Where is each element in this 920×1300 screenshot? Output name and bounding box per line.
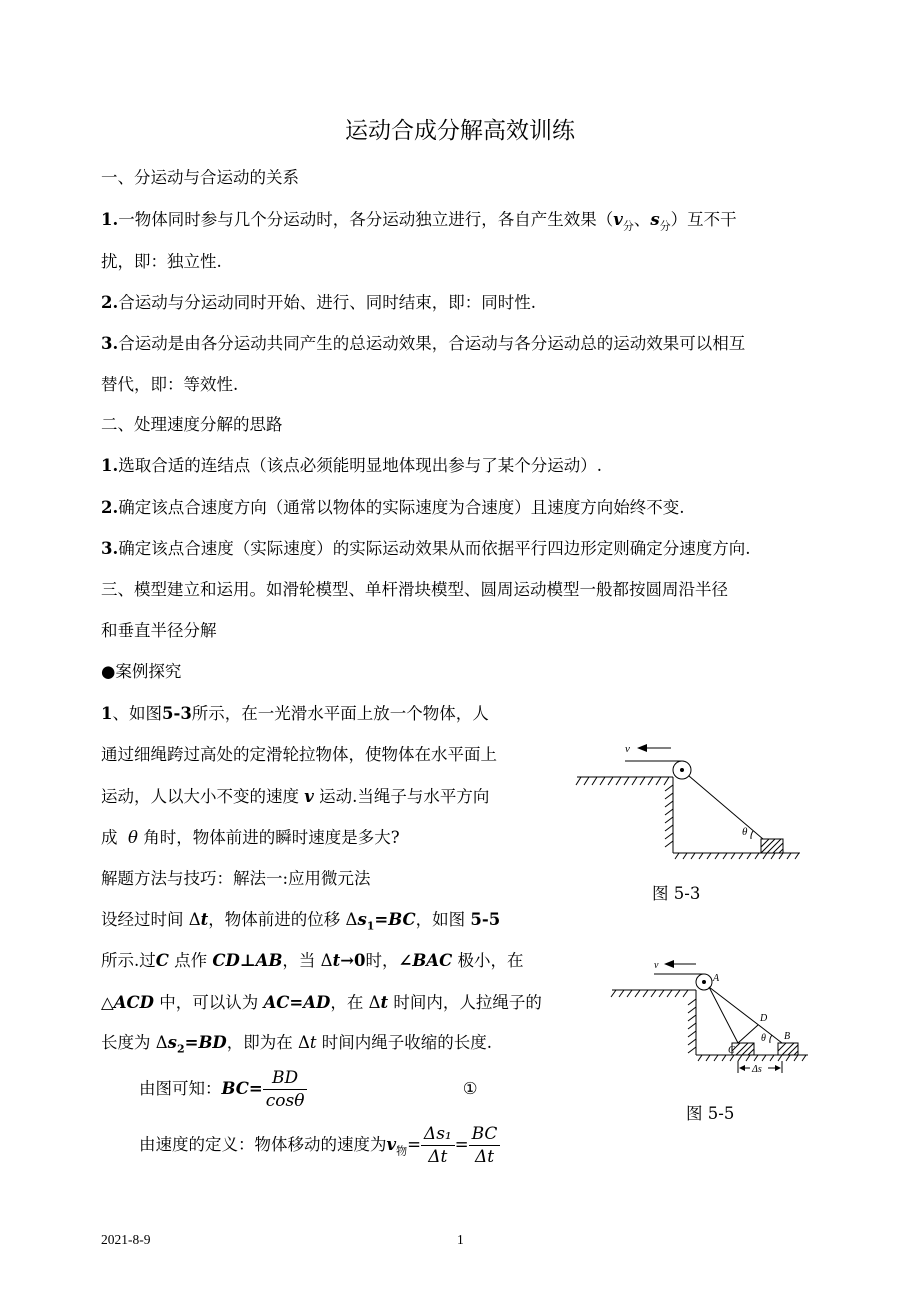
fig2-block-C [732, 1043, 754, 1055]
fig1-angle-arc [751, 831, 753, 839]
paragraph-3b: 替代，即：等效性. [101, 375, 239, 394]
example-1-line-2: 通过细绳跨过高处的定滑轮拉物体，使物体在水平面上 [101, 745, 497, 764]
method-line-1: 设经过时间 Δt，物体前进的位移 $\Delta s_1=BC$，如图 5-5 [101, 910, 501, 933]
fig2-angle-arc [770, 1035, 772, 1043]
section-heading-3b: 和垂直半径分解 [101, 621, 217, 640]
example-1-line-3: 运动，人以大小不变的速度 v 运动.当绳子与水平方向 [101, 787, 490, 806]
fig1-arrow-head [637, 744, 647, 752]
paragraph-3a: 3.合运动是由各分运动共同产生的总运动效果，合运动与各分运动总的运动效果可以相互 [101, 334, 746, 353]
footer-date: 2021-8-9 [101, 1232, 151, 1247]
page-title: 运动合成分解高效训练 [345, 118, 575, 144]
method-line-3: △ACD 中，可以认为 AC=AD，在 Δt 时间内，人拉绳子的 [101, 993, 542, 1012]
fig1-wall-hatch [665, 785, 673, 847]
figure-5-3-caption: 图 5-3 [652, 884, 701, 903]
fig2-label-A: A [713, 973, 720, 984]
fig2-theta-label: θ [761, 1033, 766, 1044]
fig2-ds-arrow-right [775, 1065, 781, 1071]
step-2: 2.确定该点合速度方向（通常以物体的实际速度为合速度）且速度方向始终不变. [101, 498, 685, 517]
fig2-ground-hatch [698, 1055, 806, 1061]
fig1-theta-label: θ [742, 826, 748, 838]
fig2-wall-hatch [688, 999, 696, 1053]
fig1-ledge-hatch [576, 777, 669, 785]
footer-page-number: 1 [457, 1232, 464, 1247]
example-1-line-1: 1、如图5-3所示，在一光滑水平面上放一个物体，人 [101, 704, 489, 723]
fig2-rope-AB [709, 987, 782, 1043]
equation-1: 由图可知：BC= $\frac{BD}{\cos\theta}$ ① [139, 1068, 478, 1111]
equation-2-fraction-2: $\frac{BC}{\Delta t}$ [469, 1123, 501, 1168]
paragraph-1b: 扰，即：独立性. [101, 252, 222, 271]
equation-2-fraction-1: $\frac{\text{Δs₁}}{\Delta t}$ [421, 1123, 455, 1168]
figure-5-5 [610, 955, 810, 1080]
step-3: 3.确定该点合速度（实际速度）的实际运动效果从而依据平行四边形定则确定分速度方向. [101, 539, 751, 558]
fig2-label-B: B [784, 1031, 791, 1042]
method-line-4: 长度为 $\Delta s_2=BD$，即为在 Δt 时间内绳子收缩的长度. [101, 1033, 493, 1056]
fig1-ground-hatch [675, 853, 799, 859]
fig1-rope-diagonal [689, 776, 763, 839]
equation-1-marker: ① [462, 1079, 478, 1098]
step-1: 1.选取合适的连结点（该点必须能明显地体现出参与了某个分运动）. [101, 456, 602, 475]
fig2-rope-AC [709, 987, 738, 1043]
fig2-label-D: D [760, 1013, 768, 1024]
fig1-v-label: v [625, 743, 630, 755]
fig2-label-C: C [728, 1045, 735, 1056]
case-title: ●案例探究 [101, 662, 182, 681]
fig2-ds-arrow-left [739, 1065, 745, 1071]
example-1-line-4: 成 θ 角时，物体前进的瞬时速度是多大? [101, 828, 400, 847]
fig2-ds-label: Δs [752, 1064, 762, 1075]
section-heading-2: 二、处理速度分解的思路 [101, 415, 283, 434]
fig2-v-label: v [654, 960, 659, 971]
equation-1-fraction: $\frac{BD}{\cos\theta}$ [263, 1067, 308, 1112]
method-line-2: 所示.过C 点作 CD⊥AB，当 Δt→0时，∠BAC 极小，在 [101, 951, 524, 970]
section-heading-3a: 三、模型建立和运用。如滑轮模型、单杆滑块模型、圆周运动模型一般都按圆周沿半径 [101, 580, 728, 599]
paragraph-2: 2.合运动与分运动同时开始、进行、同时结束，即：同时性. [101, 293, 536, 312]
fig2-arrow-head [664, 960, 674, 968]
method-heading: 解题方法与技巧：解法一:应用微元法 [101, 869, 371, 888]
fig2-ledge-hatch [611, 990, 688, 997]
figure-5-3 [575, 735, 810, 860]
paragraph-1a: 1.一物体同时参与几个分运动时，各分运动独立进行，各自产生效果（$v_分$、$s_分$）互不干 [101, 210, 737, 233]
figure-5-5-caption: 图 5-5 [686, 1104, 735, 1123]
fig2-segment-CD [738, 1025, 758, 1043]
equation-2: 由速度的定义：物体移动的速度为$v_物=$ $\frac{\text{Δs₁}}{\Delta t}$ = $\frac{BC}{\Delta t}$ [139, 1122, 500, 1174]
section-heading-1: 一、分运动与合运动的关系 [101, 168, 299, 187]
